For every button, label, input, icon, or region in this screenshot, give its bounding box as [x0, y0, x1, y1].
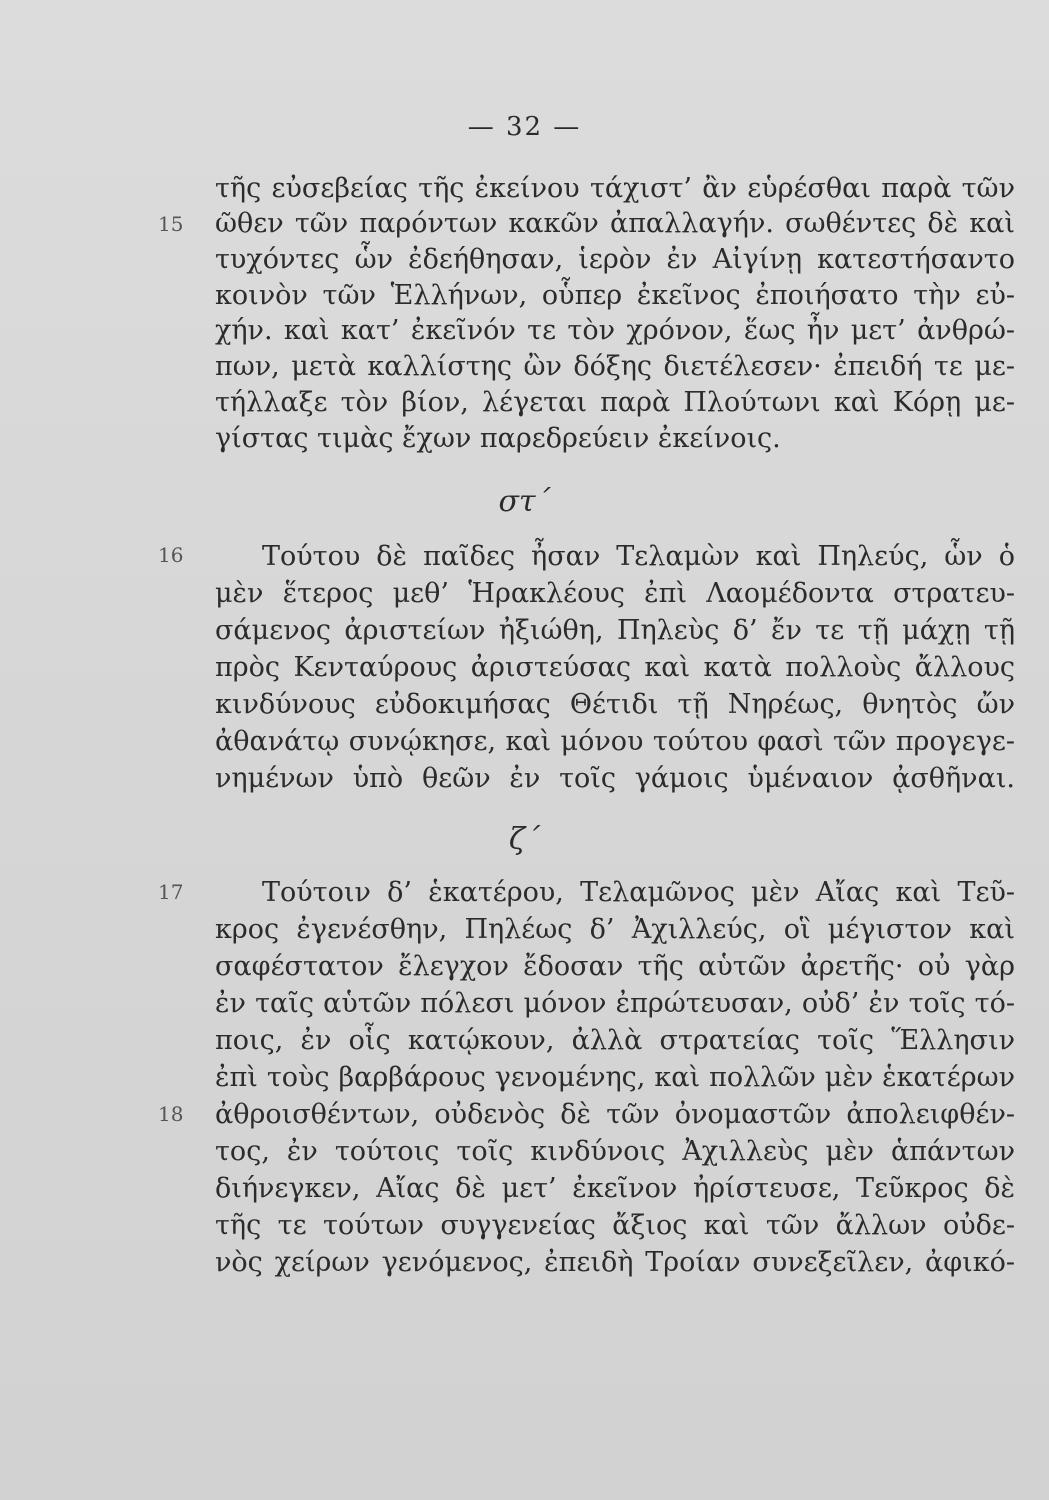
text-line: μὲν ἕτερος μεθ’ Ἡρακλέους ἐπὶ Λαομέδοντα στρατευ- — [215, 578, 1015, 609]
text-line: ῶθεν τῶν παρόντων κακῶν ἀπαλλαγήν. σωθέντες δὲ καὶ — [215, 208, 1015, 239]
text-line: τυχόντες ὧν ἐδεήθησαν, ἱερὸν ἐν Αἰγίνῃ κατεστήσαντο — [215, 244, 1015, 275]
section-marginal-number: 18 — [158, 1102, 184, 1126]
text-line: ἐν ταῖς αὑτῶν πόλεσι μόνον ἐπρώτευσαν, οὐδ’ ἐν τοῖς τό- — [215, 988, 1015, 1019]
text-line: τῆς τε τούτων συγγενείας ἄξιος καὶ τῶν ἄλλων οὐδε- — [215, 1210, 1015, 1241]
text-line: τήλλαξε τὸν βίον, λέγεται παρὰ Πλούτωνι καὶ Κόρῃ με- — [215, 387, 1015, 418]
text-line: Τούτου δὲ παῖδες ἦσαν Τελαμὼν καὶ Πηλεύς, ὧν ὁ — [262, 541, 1015, 572]
text-line: ποις, ἐν οἷς κατῴκουν, ἀλλὰ στρατείας τοῖς Ἕλλησιν — [215, 1025, 1015, 1056]
section-marginal-number: 17 — [158, 880, 184, 904]
text-line: ἐπὶ τοὺς βαρβάρους γενομένης, καὶ πολλῶν μὲν ἑκατέρων — [215, 1062, 1015, 1093]
text-line: κρος ἐγενέσθην, Πηλέως δ’ Ἀχιλλεύς, οἳ μέγιστον καὶ — [215, 914, 1015, 945]
text-line: πρὸς Κενταύρους ἀριστεύσας καὶ κατὰ πολλοὺς ἄλλους — [215, 652, 1015, 683]
text-line: χήν. καὶ κατ’ ἐκεῖνόν τε τὸν χρόνον, ἕως ἦν μετ’ ἀνθρώ- — [215, 315, 1015, 346]
text-line: κοινὸν τῶν Ἑλλήνων, οὗπερ ἐκεῖνος ἐποιήσατο τὴν εὐ- — [215, 280, 1015, 311]
text-line: πων, μετὰ καλλίστης ὢν δόξης διετέλεσεν· ἐπειδή τε με- — [215, 351, 1015, 382]
text-line: ἀθροισθέντων, οὐδενὸς δὲ τῶν ὀνομαστῶν ἀπολειφθέν- — [215, 1099, 1015, 1130]
text-line: Τούτοιν δ’ ἑκατέρου, Τελαμῶνος μὲν Αἴας καὶ Τεῦ- — [262, 877, 1015, 908]
page-number: — 32 — — [467, 112, 582, 142]
text-line: νὸς χείρων γενόμενος, ἐπειδὴ Τροίαν συνεξεῖλεν, ἀφικό- — [215, 1247, 1015, 1278]
text-line: σάμενος ἀριστείων ἠξιώθη, Πηλεὺς δ’ ἔν τε τῇ μάχῃ τῇ — [215, 615, 1015, 646]
text-line: νημένων ὑπὸ θεῶν ἐν τοῖς γάμοις ὑμέναιον ᾀσθῆναι. — [215, 763, 1015, 794]
text-line: κινδύνους εὐδοκιμήσας Θέτιδι τῇ Νηρέως, θνητὸς ὤν — [215, 689, 1015, 720]
section-marginal-number: 16 — [158, 543, 184, 567]
section-heading: ζ΄ — [508, 822, 541, 857]
section-heading: στ΄ — [498, 484, 551, 519]
text-line: διήνεγκεν, Αἴας δὲ μετ’ ἐκεῖνον ἠρίστευσε, Τεῦκρος δὲ — [215, 1173, 1015, 1204]
section-marginal-number: 15 — [158, 212, 184, 236]
text-line: ἀθανάτῳ συνῴκησε, καὶ μόνου τούτου φασὶ τῶν προγεγε- — [215, 726, 1015, 757]
text-line: σαφέστατον ἔλεγχον ἔδοσαν τῆς αὑτῶν ἀρετῆς· οὐ γὰρ — [215, 951, 1015, 982]
text-line: τῆς εὐσεβείας τῆς ἐκείνου τάχιστ’ ἂν εὑρέσθαι παρὰ τῶν — [215, 173, 1015, 204]
text-line: τος, ἐν τούτοις τοῖς κινδύνοις Ἀχιλλεὺς μὲν ἁπάντων — [215, 1136, 1015, 1167]
text-line: γίστας τιμὰς ἔχων παρεδρεύειν ἐκείνοις. — [215, 423, 781, 454]
